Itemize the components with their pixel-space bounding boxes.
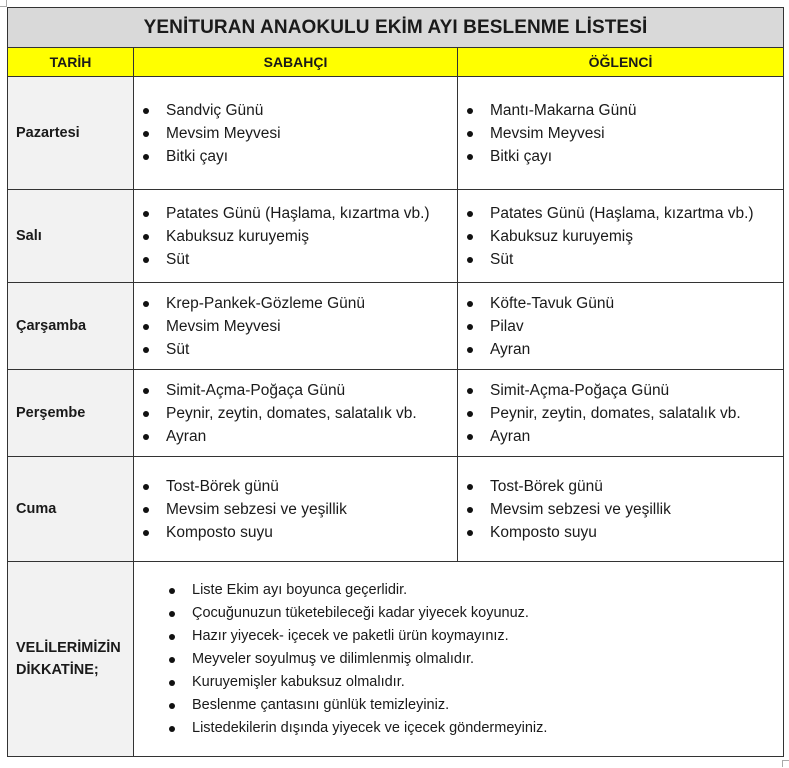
notes-row bbox=[8, 562, 784, 757]
list-item: Süt bbox=[166, 248, 457, 271]
list-item: Mantı-Makarna Günü bbox=[490, 99, 783, 122]
notes-label bbox=[8, 562, 134, 757]
list-item: Mevsim sebzesi ve yeşillik bbox=[166, 498, 457, 521]
notes-label-line2: DİKKATİNE; bbox=[16, 662, 99, 678]
list-item: Mevsim Meyvesi bbox=[166, 122, 457, 145]
table-row bbox=[8, 457, 784, 562]
note-item: Listedekilerin dışında yiyecek ve içecek göndermeyiniz. bbox=[192, 717, 783, 740]
list-item: Krep-Pankek-Gözleme Günü bbox=[166, 292, 457, 315]
list-item: Köfte-Tavuk Günü bbox=[490, 292, 783, 315]
list-item: Mevsim sebzesi ve yeşillik bbox=[490, 498, 783, 521]
lunch-cell bbox=[458, 283, 784, 370]
breakfast-cell bbox=[134, 283, 458, 370]
list-item: Bitki çayı bbox=[490, 145, 783, 168]
list-item: Peynir, zeytin, domates, salatalık vb. bbox=[490, 402, 783, 425]
list-item: Pilav bbox=[490, 315, 783, 338]
list-item: Ayran bbox=[490, 338, 783, 361]
day-label: Çarşamba bbox=[8, 283, 134, 370]
list-item: Tost-Börek günü bbox=[490, 475, 783, 498]
note-item: Liste Ekim ayı boyunca geçerlidir. bbox=[192, 579, 783, 602]
note-item: Hazır yiyecek- içecek ve paketli ürün koymayınız. bbox=[192, 625, 783, 648]
list-item: Kabuksuz kuruyemiş bbox=[166, 225, 457, 248]
list-item: Süt bbox=[490, 248, 783, 271]
header-breakfast: SABAHÇI bbox=[134, 48, 458, 77]
note-item: Meyveler soyulmuş ve dilimlenmiş olmalıdır. bbox=[192, 648, 783, 671]
note-item: Beslenme çantasını günlük temizleyiniz. bbox=[192, 694, 783, 717]
list-item: Komposto suyu bbox=[490, 521, 783, 544]
table-row bbox=[8, 283, 784, 370]
list-item: Ayran bbox=[166, 425, 457, 448]
breakfast-cell bbox=[134, 190, 458, 283]
table-row bbox=[8, 370, 784, 457]
header-lunch: ÖĞLENCİ bbox=[458, 48, 784, 77]
list-item: Patates Günü (Haşlama, kızartma vb.) bbox=[490, 202, 783, 225]
list-item: Peynir, zeytin, domates, salatalık vb. bbox=[166, 402, 457, 425]
lunch-cell bbox=[458, 370, 784, 457]
notes-cell bbox=[134, 562, 784, 757]
list-item: Bitki çayı bbox=[166, 145, 457, 168]
list-item: Kabuksuz kuruyemiş bbox=[490, 225, 783, 248]
page-corner-mark bbox=[0, 0, 7, 7]
list-item: Komposto suyu bbox=[166, 521, 457, 544]
header-row bbox=[8, 48, 784, 77]
title-row bbox=[8, 8, 784, 48]
lunch-cell bbox=[458, 190, 784, 283]
lunch-cell bbox=[458, 77, 784, 190]
day-label: Perşembe bbox=[8, 370, 134, 457]
page-corner-mark bbox=[782, 760, 789, 767]
day-label: Salı bbox=[8, 190, 134, 283]
lunch-cell bbox=[458, 457, 784, 562]
list-item: Mevsim Meyvesi bbox=[490, 122, 783, 145]
list-item: Mevsim Meyvesi bbox=[166, 315, 457, 338]
breakfast-cell bbox=[134, 457, 458, 562]
table-row bbox=[8, 190, 784, 283]
list-item: Sandviç Günü bbox=[166, 99, 457, 122]
page-title: YENİTURAN ANAOKULU EKİM AYI BESLENME LİSTESİ bbox=[8, 8, 784, 48]
breakfast-cell bbox=[134, 77, 458, 190]
list-item: Simit-Açma-Poğaça Günü bbox=[166, 379, 457, 402]
nutrition-table bbox=[7, 7, 784, 757]
list-item: Simit-Açma-Poğaça Günü bbox=[490, 379, 783, 402]
header-date: TARİH bbox=[8, 48, 134, 77]
list-item: Tost-Börek günü bbox=[166, 475, 457, 498]
note-item: Kuruyemişler kabuksuz olmalıdır. bbox=[192, 671, 783, 694]
list-item: Ayran bbox=[490, 425, 783, 448]
table-row bbox=[8, 77, 784, 190]
breakfast-cell bbox=[134, 370, 458, 457]
day-label: Pazartesi bbox=[8, 77, 134, 190]
list-item: Süt bbox=[166, 338, 457, 361]
list-item: Patates Günü (Haşlama, kızartma vb.) bbox=[166, 202, 457, 225]
day-label: Cuma bbox=[8, 457, 134, 562]
note-item: Çocuğunuzun tüketebileceği kadar yiyecek koyunuz. bbox=[192, 602, 783, 625]
notes-label-line1: VELİLERİMİZİN bbox=[16, 640, 121, 656]
